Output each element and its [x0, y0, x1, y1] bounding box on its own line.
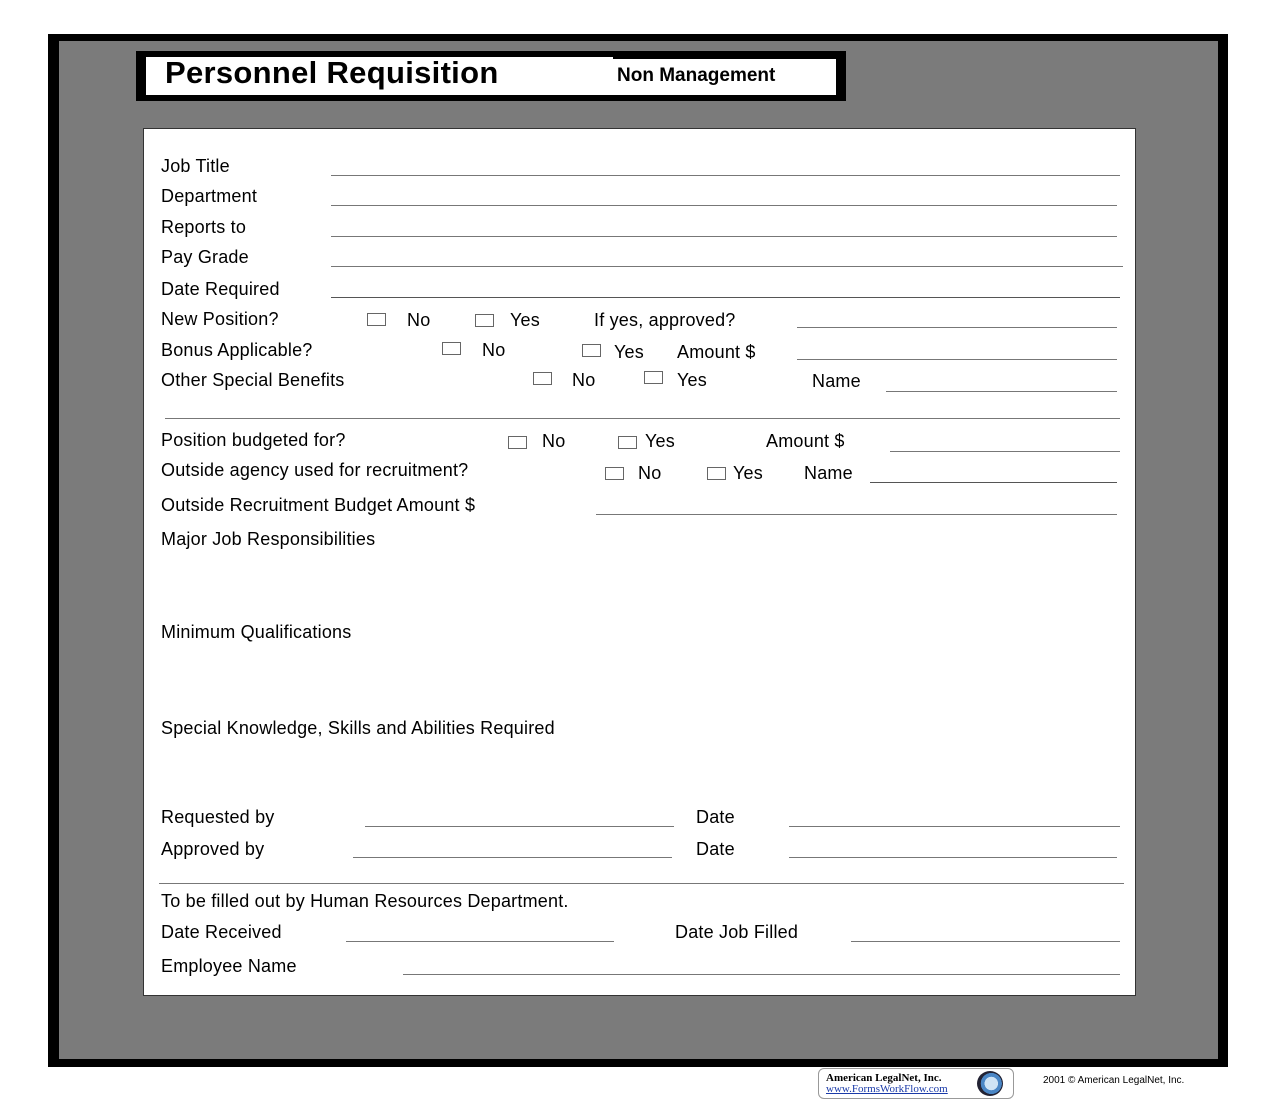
approved-date-field[interactable] [789, 857, 1117, 858]
outside-agency-no-checkbox[interactable] [605, 467, 624, 480]
approved-label: If yes, approved? [594, 310, 736, 330]
new-position-no-checkbox[interactable] [367, 313, 386, 326]
date-required-field[interactable] [331, 297, 1120, 298]
reports-to-field[interactable] [331, 236, 1117, 237]
logo-company-name: American LegalNet, Inc. [826, 1072, 942, 1084]
qualifications-heading: Minimum Qualifications [161, 622, 352, 642]
recruitment-budget-field[interactable] [596, 514, 1117, 515]
requested-by-field[interactable] [365, 826, 674, 827]
budgeted-amount-label: Amount $ [766, 431, 845, 451]
outside-agency-label: Outside agency used for recruitment? [161, 460, 469, 480]
other-benefits-name-label: Name [812, 371, 861, 391]
outside-agency-yes-label: Yes [733, 463, 763, 483]
date-job-filled-field[interactable] [851, 941, 1120, 942]
date-received-label: Date Received [161, 922, 282, 942]
other-benefits-name-field[interactable] [886, 391, 1117, 392]
reports-to-label: Reports to [161, 217, 247, 237]
approved-by-field[interactable] [353, 857, 672, 858]
budgeted-no-label: No [542, 431, 566, 451]
outside-agency-yes-checkbox[interactable] [707, 467, 726, 480]
budgeted-label: Position budgeted for? [161, 430, 346, 450]
approved-date-label: Date [696, 839, 735, 859]
hr-heading: To be filled out by Human Resources Department. [161, 891, 569, 911]
outside-agency-no-label: No [638, 463, 662, 483]
outside-agency-name-label: Name [804, 463, 853, 483]
approved-field[interactable] [797, 327, 1117, 328]
employee-name-field[interactable] [403, 974, 1120, 975]
requested-date-field[interactable] [789, 826, 1120, 827]
budgeted-amount-field[interactable] [890, 451, 1120, 452]
approved-by-label: Approved by [161, 839, 265, 859]
outside-agency-name-field[interactable] [870, 482, 1117, 483]
publisher-logo[interactable] [818, 1068, 1014, 1099]
responsibilities-heading: Major Job Responsibilities [161, 529, 376, 549]
employee-name-label: Employee Name [161, 956, 297, 976]
copyright-text: 2001 © American LegalNet, Inc. [1043, 1075, 1185, 1086]
bonus-amount-field[interactable] [797, 359, 1117, 360]
skills-heading: Special Knowledge, Skills and Abilities Required [161, 718, 555, 738]
new-position-yes-checkbox[interactable] [475, 314, 494, 327]
page-subtitle: Non Management [617, 65, 776, 86]
budgeted-no-checkbox[interactable] [508, 436, 527, 449]
date-required-label: Date Required [161, 279, 280, 299]
requested-by-label: Requested by [161, 807, 275, 827]
pay-grade-label: Pay Grade [161, 247, 249, 267]
other-benefits-extra-line[interactable] [165, 418, 1120, 419]
budgeted-yes-label: Yes [645, 431, 675, 451]
logo-url-link[interactable]: www.FormsWorkFlow.com [826, 1083, 948, 1095]
recruitment-budget-label: Outside Recruitment Budget Amount $ [161, 495, 476, 515]
date-job-filled-label: Date Job Filled [675, 922, 799, 942]
requested-date-label: Date [696, 807, 735, 827]
form-panel [143, 128, 1136, 996]
page-title: Personnel Requisition [165, 55, 499, 90]
other-benefits-no-checkbox[interactable] [533, 372, 552, 385]
bonus-no-label: No [482, 340, 506, 360]
new-position-no-label: No [407, 310, 431, 330]
bonus-no-checkbox[interactable] [442, 342, 461, 355]
budgeted-yes-checkbox[interactable] [618, 436, 637, 449]
bonus-yes-checkbox[interactable] [582, 344, 601, 357]
other-benefits-label: Other Special Benefits [161, 370, 345, 390]
other-benefits-no-label: No [572, 370, 596, 390]
bonus-yes-label: Yes [614, 342, 644, 362]
department-field[interactable] [331, 205, 1117, 206]
hr-section-divider [159, 883, 1124, 884]
bonus-amount-label: Amount $ [677, 342, 756, 362]
pay-grade-field[interactable] [331, 266, 1123, 267]
date-received-field[interactable] [346, 941, 614, 942]
job-title-field[interactable] [331, 175, 1120, 176]
job-title-label: Job Title [161, 156, 230, 176]
bonus-label: Bonus Applicable? [161, 340, 313, 360]
other-benefits-yes-label: Yes [677, 370, 707, 390]
new-position-label: New Position? [161, 309, 279, 329]
globe-icon [977, 1071, 1003, 1096]
other-benefits-yes-checkbox[interactable] [644, 371, 663, 384]
new-position-yes-label: Yes [510, 310, 540, 330]
department-label: Department [161, 186, 258, 206]
